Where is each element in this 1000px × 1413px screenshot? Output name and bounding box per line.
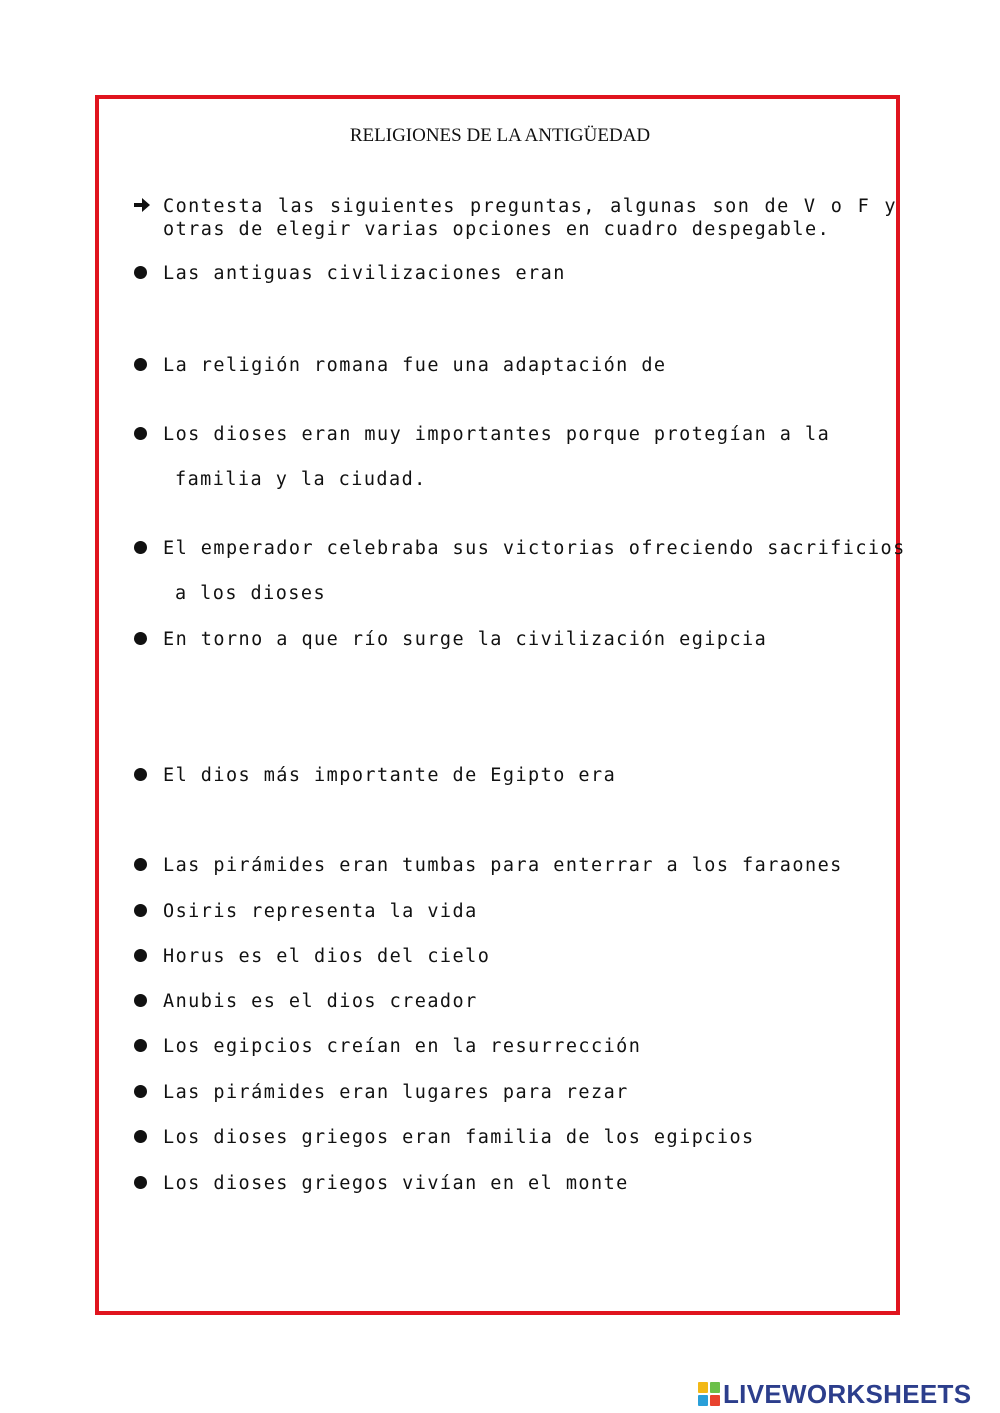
bullet-icon [134,1039,147,1052]
question-1: Las antiguas civilizaciones eran [163,263,566,284]
liveworksheets-logo-icon [697,1380,721,1408]
bullet-icon [134,858,147,871]
question-6: El dios más importante de Egipto era [163,765,617,786]
question-5: En torno a que río surge la civilización egipcia [163,629,768,650]
question-3: Los dioses eran muy importantes porque protegían a la [163,424,831,445]
page-title: RELIGIONES DE LA ANTIGÜEDAD [349,125,651,146]
bullet-icon [134,266,147,279]
bullet-icon [134,994,147,1007]
bullet-icon [134,1176,147,1189]
bullet-icon [134,904,147,917]
question-10: Anubis es el dios creador [163,991,478,1012]
brand-name: LIVEWORKSHEETS [723,1378,972,1409]
question-11: Los egipcios creían en la resurrección [163,1036,642,1057]
question-13: Los dioses griegos eran familia de los egipcios [163,1127,755,1148]
bullet-icon [134,541,147,554]
question-3-continuation: familia y la ciudad. [175,469,427,490]
question-4-continuation: a los dioses [175,583,327,604]
question-7: Las pirámides eran tumbas para enterrar a los faraones [163,855,843,876]
question-12: Las pirámides eran lugares para rezar [163,1082,629,1103]
bullet-icon [134,1085,147,1098]
bullet-icon [134,768,147,781]
liveworksheets-logo [697,1378,971,1410]
bullet-icon [134,1130,147,1143]
question-8: Osiris representa la vida [163,901,478,922]
arrow-right-icon [132,193,152,217]
question-14: Los dioses griegos vivían en el monte [163,1173,629,1194]
instructions-text: Contesta las siguientes preguntas, algunas son de V o F y otras de elegir varias opciones en cuadro despegable. [163,196,897,240]
question-9: Horus es el dios del cielo [163,946,491,967]
bullet-icon [134,949,147,962]
bullet-icon [134,632,147,645]
question-2: La religión romana fue una adaptación de [163,355,667,376]
bullet-icon [134,427,147,440]
bullet-icon [134,358,147,371]
question-4: El emperador celebraba sus victorias ofreciendo sacrificios [163,538,906,559]
